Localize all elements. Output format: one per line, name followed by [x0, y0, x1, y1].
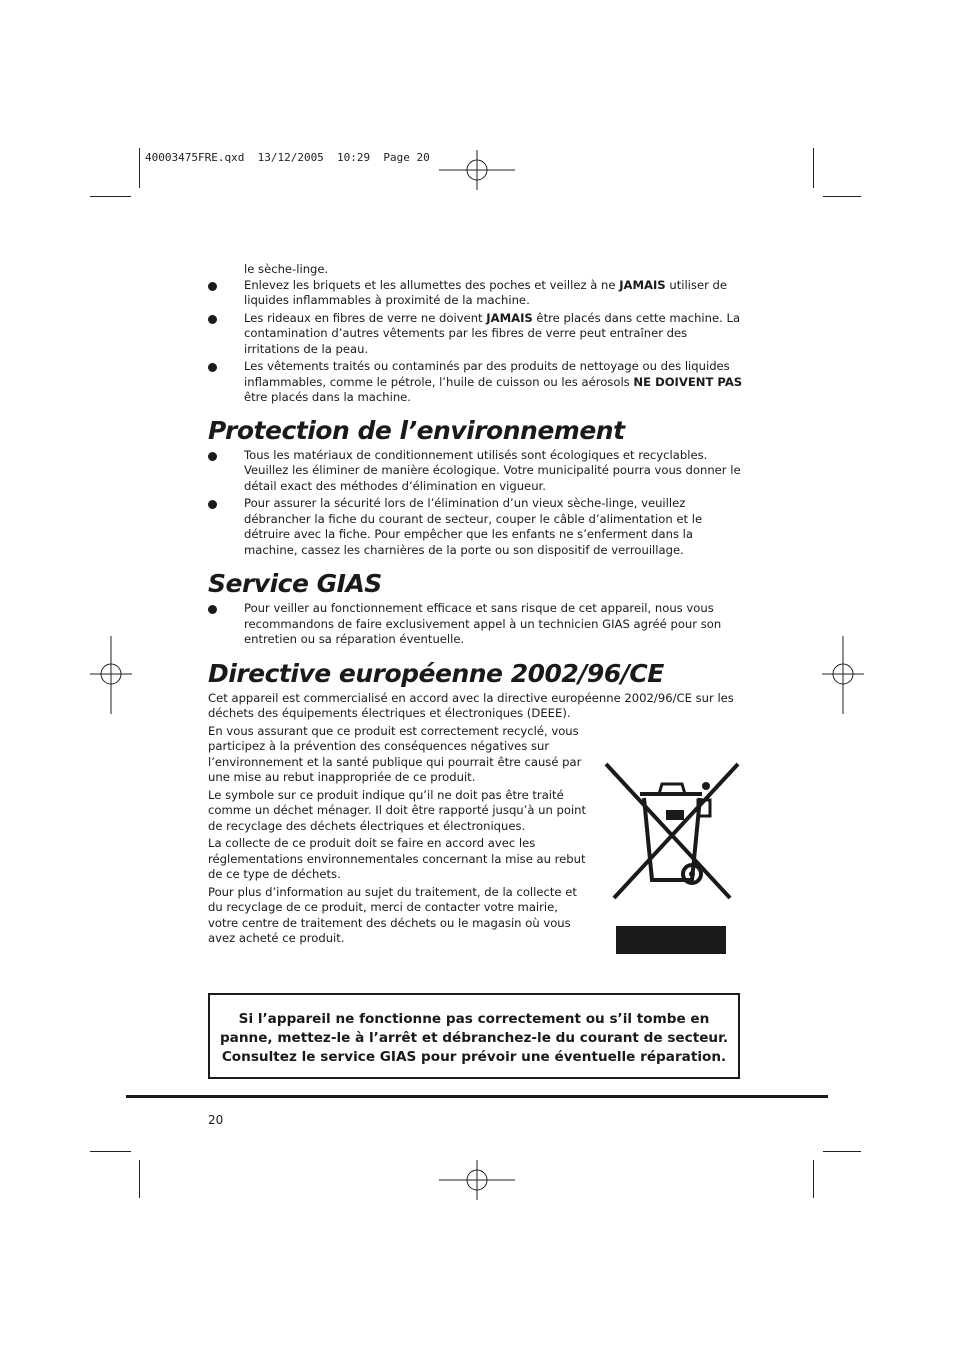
registration-mark-icon: [90, 636, 132, 714]
section-title-directive: Directive européenne 2002/96/CE: [208, 658, 664, 688]
safety-list: [208, 278, 744, 406]
list-item: Enlevez les briquets et les allumettes des poches et veillez à ne JAMAIS utiliser de liquides inflammables à proximité de la machine.: [208, 278, 744, 309]
page-number: 20: [208, 1113, 224, 1127]
list-item: Les rideaux en fibres de verre ne doivent JAMAIS être placés dans cette machine. La contamination d’autres vêtements par les fibres de verre peut entraîner des irritations de la peau.: [208, 311, 744, 358]
list-item: Pour veiller au fonctionnement efficace et sans risque de cet appareil, nous vous recommandons de faire exclusivement appel à un technicien GIAS agréé pour son entretien ou sa réparation éventuelle.: [208, 601, 744, 648]
footer-rule: [126, 1095, 828, 1098]
crop-mark: [813, 1160, 814, 1198]
crop-mark: [90, 196, 131, 197]
registration-mark-icon: [822, 636, 864, 714]
crossed-out-wheelie-bin-icon: [604, 762, 744, 962]
paragraph: La collecte de ce produit doit se faire en accord avec les réglementations environnementales concernant la mise au rebut de ce type de déchets.: [208, 836, 586, 881]
section-title-environment: Protection de l’environnement: [208, 415, 625, 445]
paragraph: Pour plus d’information au sujet du traitement, de la collecte et du recyclage de ce produit, merci de contacter votre mairie, votre centre de traitement des déchets ou le magasin où vous avez acheté ce produit.: [208, 884, 577, 945]
paragraph: En vous assurant que ce produit est correctement recyclé, vous participez à la prévention des conséquences négatives sur l’environnement et la santé publique qui pourrait être causé par une mise au rebut inappropriée de ce produit.: [208, 723, 582, 784]
environment-list: [208, 448, 744, 559]
continuation-text: le sèche-linge.: [244, 262, 329, 276]
service-list: [208, 601, 744, 648]
page-content: [208, 262, 744, 949]
crop-mark: [139, 148, 140, 188]
list-item: Les vêtements traités ou contaminés par des produits de nettoyage ou des liquides inflammables, comme le pétrole, l’huile de cuisson ou les aérosols NE DOIVENT PAS être placés dans la machine.: [208, 359, 744, 406]
section-title-service: Service GIAS: [208, 569, 382, 598]
print-slug: 40003475FRE.qxd 13/12/2005 10:29 Page 20: [145, 151, 430, 164]
paragraph: Le symbole sur ce produit indique qu’il ne doit pas être traité comme un déchet ménager. Il doit être rapporté jusqu’à un point de recyclage des déchets électriques et électroniques.: [208, 787, 587, 833]
registration-mark-icon: [437, 1160, 517, 1200]
crop-mark: [823, 196, 861, 197]
list-item: Pour assurer la sécurité lors de l’élimination d’un vieux sèche-linge, veuillez débrancher la fiche du courant de secteur, couper le câble d’alimentation et le détruire avec la fiche. Pour empêcher que les enfants ne s’enferment dans la machine, cassez les charnières de la porte ou son dispositif de verrouillage.: [208, 496, 744, 558]
crop-mark: [90, 1151, 131, 1152]
weee-section: [208, 724, 744, 947]
registration-mark-icon: [437, 150, 517, 190]
warning-notice-box: Si l’appareil ne fonctionne pas correctement ou s’il tombe en panne, mettez-le à l’arrêt et débranchez-le du courant de secteur. Consultez le service GIAS pour prévoir une éventuelle réparation.: [208, 993, 740, 1079]
directive-lead: Cet appareil est commercialisé en accord avec la directive européenne 2002/96/CE sur les déchets des équipements électriques et électroniques (DEEE).: [208, 690, 734, 720]
crop-mark: [823, 1151, 861, 1152]
crop-mark: [813, 148, 814, 188]
list-item: Tous les matériaux de conditionnement utilisés sont écologiques et recyclables. Veuillez les éliminer de manière écologique. Votre municipalité pourra vous donner le détail exact des méthodes d’élimination en vigueur.: [208, 448, 744, 495]
weee-text: [208, 724, 588, 947]
crop-mark: [139, 1160, 140, 1198]
